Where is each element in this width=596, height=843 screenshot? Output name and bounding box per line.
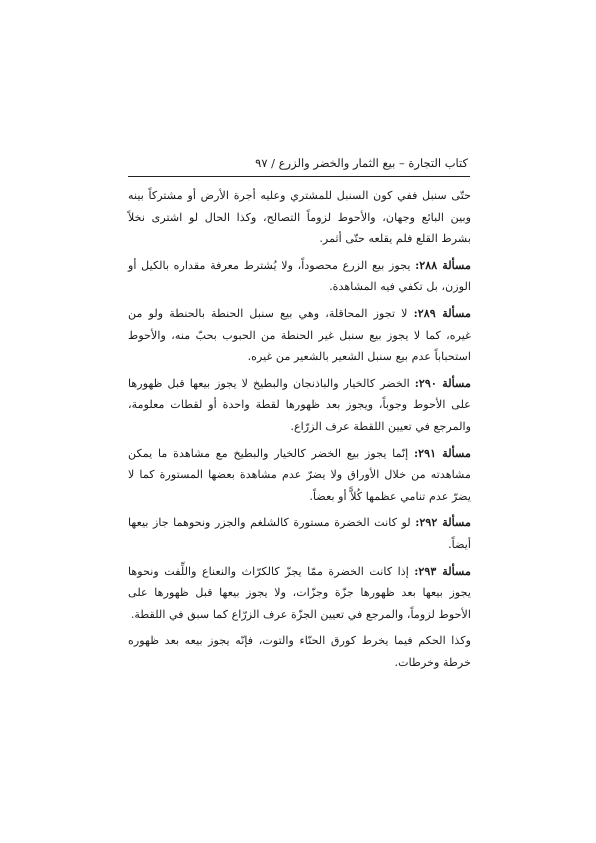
issue-290 [128,373,471,438]
issue-label: مسألة ٢٩٠: [414,375,471,390]
issue-text: إنّما يجوز بيع الخضر كالخيار والبطيخ مع مشاهدة ما يمكن مشاهدته من خلال الأوراق ولا يضرّ عدم مشاهدة بعضها المستورة كما لا يضرّ عدم تنامي عظمها كُلاًّ أو بعضاً. [128,446,471,503]
issue-label: مسألة ٢٩٢: [415,515,471,530]
issue-label: مسألة ٢٨٨: [415,257,472,272]
issue-291 [128,443,471,508]
running-header: كتاب التجارة – بيع الثمار والخضر والزرع / ٩٧ [255,156,468,170]
paragraph-closing [128,630,471,673]
issue-293 [128,561,471,626]
issue-289 [128,303,471,368]
issue-text: لو كانت الخضرة مستورة كالشلغم والجزر ونحوهما جاز بيعها أيضاً. [128,516,471,551]
paragraph-text: وكذا الحكم فيما يخرط كورق الحنّاء والتوت، فإنّه يجوز بيعه بعد ظهوره خرطة وخرطات. [128,634,471,669]
paragraph-continuation [128,185,471,250]
issue-text: إذا كانت الخضرة ممّا يجزّ كالكرّاث والنعناع واللِّفت ونحوها يجوز بيعها بعد ظهورها جزّة وجزّات، ولا يجوز بيعها قبل ظهورها على الأحوط لزوماً، والمرجع في تعيين الجزّة عرف الزرّاع كما سبق في اللقطة. [128,564,471,621]
issue-text: لا تجوز المحاقلة، وهي بيع سنبل الحنطة بالحنطة ولو من غيره، كما لا يجوز بيع سنبل غير الحنطة من الحبوب بحبّ منه، والأحوط استحباباً عدم بيع سنبل الشعير بالشعير من غيره. [128,306,471,364]
issue-label: مسألة ٢٩١: [414,445,472,460]
page-body [128,185,471,678]
issue-288 [128,255,471,298]
issue-label: مسألة ٢٩٣: [414,563,471,578]
issue-text: يجوز بيع الزرع محصوداً، ولا يُشترط معرفة مقداره بالكيل أو الوزن، بل تكفي فيه المشاهدة. [128,258,471,294]
issue-label: مسألة ٢٨٩: [413,305,472,320]
issue-text: الخضر كالخيار والباذنجان والبطيخ لا يجوز بيعها قبل ظهورها على الأحوط وجوباً، ويجوز بعد ظهورها لقطة واحدة أو لقطات معلومة، والمرجع في تعيين اللقطة عرف الزرّاع. [128,376,471,433]
paragraph-text: حتّى سنبل ففي كون السنبل للمشتري وعليه أجرة الأرض أو مشتركاً بينه وبين البائع وجهان، والأحوط لزوماً التصالح، وكذا الحال لو اشترى نخلاً بشرط القلع فلم يقلعه حتّى أثمر. [128,189,471,246]
header-rule [128,176,470,177]
issue-292 [128,512,471,555]
